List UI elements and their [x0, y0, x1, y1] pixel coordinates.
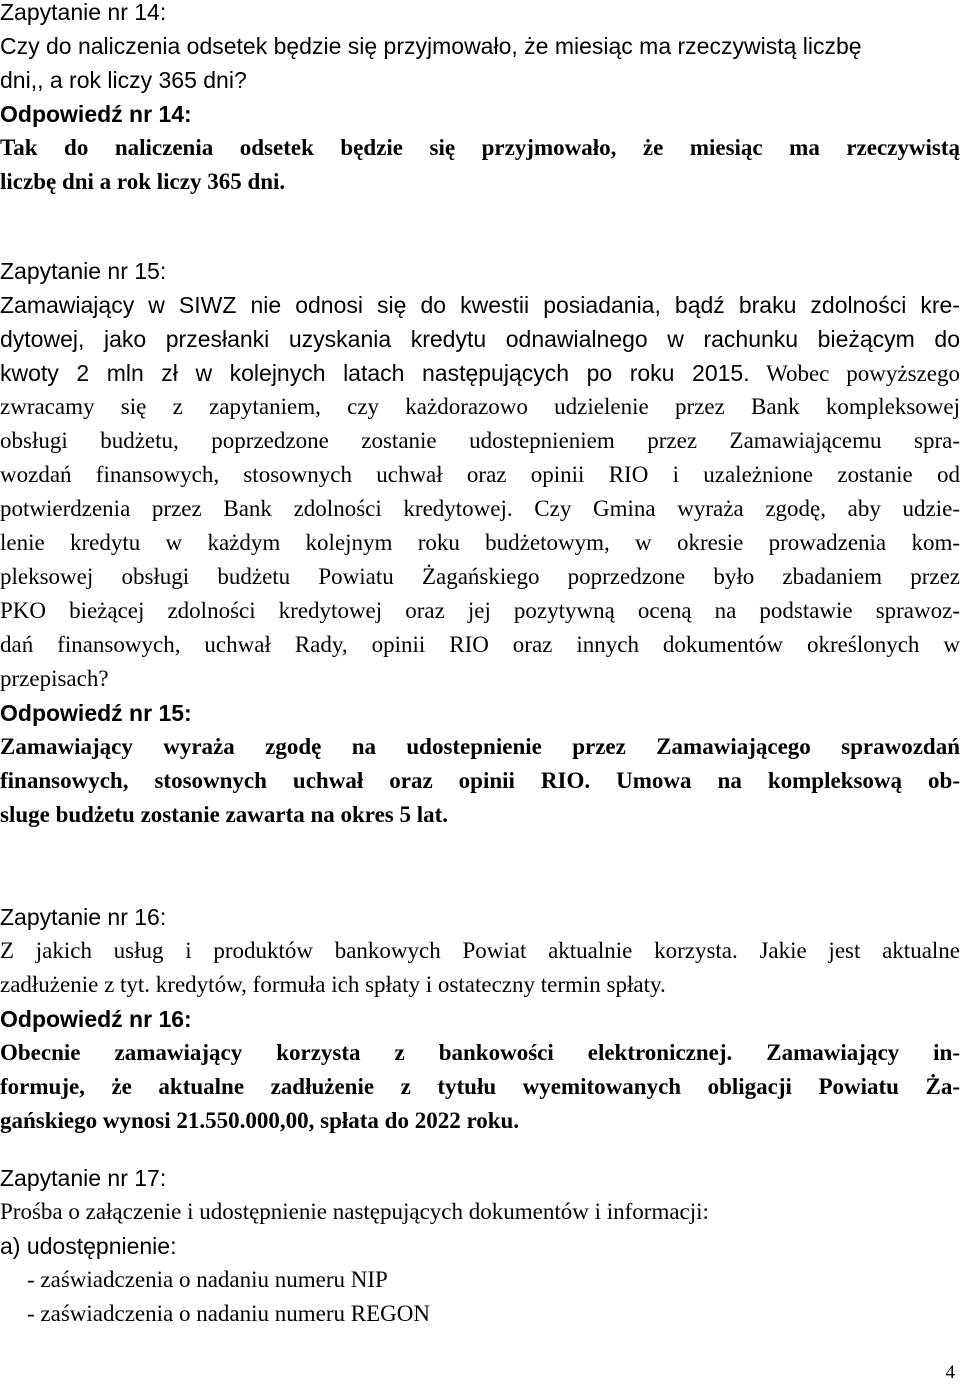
question-17-label: Zapytanie nr 17: — [0, 1165, 167, 1191]
answer-15-line-2: finansowych, stosownych uchwał oraz opinii RIO. Umowa na kompleksową ob- — [0, 768, 960, 793]
question-16-line-1: Z jakich usług i produktów bankowych Powiat aktualnie korzysta. Jakie jest aktualne — [0, 938, 960, 963]
answer-16-line-2: formuje, że aktualne zadłużenie z tytułu wyemitowanych obligacji Powiatu Ża- — [0, 1074, 960, 1099]
question-15-line-1: Zamawiający w SIWZ nie odnosi się do kwestii posiadania, bądź braku zdolności kre- — [0, 292, 960, 318]
question-17-item-1: - zaświadczenia o nadaniu numeru NIP — [27, 1267, 388, 1292]
question-15-line-12: przepisach? — [0, 666, 109, 691]
question-17-item-2: - zaświadczenia o nadaniu numeru REGON — [27, 1301, 430, 1326]
answer-16-line-1: Obecnie zamawiający korzysta z bankowości elektronicznej. Zamawiający in- — [0, 1040, 960, 1065]
question-14-label: Zapytanie nr 14: — [0, 0, 167, 25]
question-15-line-10: PKO bieżącej zdolności kredytowej oraz jej pozytywną oceną na podstawie sprawoz- — [0, 598, 960, 623]
question-14-line-2: dni,, a rok liczy 365 dni? — [0, 67, 247, 93]
question-16-label: Zapytanie nr 16: — [0, 904, 167, 930]
question-17-section — [0, 1161, 960, 1331]
answer-15-line-3: sluge budżetu zostanie zawarta na okres 5 lat. — [0, 802, 449, 827]
answer-16-label: Odpowiedź nr 16: — [0, 1006, 192, 1032]
question-15-line-3 — [0, 356, 960, 390]
answer-15-line-1: Zamawiający wyraża zgodę na udostepnienie przez Zamawiającego sprawozdań — [0, 734, 960, 759]
question-16-line-2: zadłużenie z tyt. kredytów, formuła ich spłaty i ostateczny termin spłaty. — [0, 972, 666, 997]
question-15-line-6: wozdań finansowych, stosownych uchwał oraz opinii RIO i uzależnione zostanie od — [0, 462, 960, 487]
question-15-line-7a: potwierdzenia przez Bank zdolności kredytowej. — [0, 496, 513, 521]
question-14-line-1: Czy do naliczenia odsetek będzie się przyjmowało, że miesiąc ma rzeczywistą liczbę — [0, 33, 862, 59]
question-15-label: Zapytanie nr 15: — [0, 258, 167, 284]
question-15-line-7b: Czy Gmina wyraża zgodę, aby udzie- — [534, 496, 960, 521]
question-17-line-2: a) udostępnienie: — [0, 1233, 177, 1259]
question-15-line-3-sans: kwoty 2 mln zł w kolejnych latach następujących po roku 2015. — [0, 360, 750, 386]
answer-14-line-1: Tak do naliczenia odsetek będzie się przyjmowało, że miesiąc ma rzeczywistą — [0, 135, 960, 160]
question-15-line-2: dytowej, jako przesłanki uzyskania kredytu odnawialnego w rachunku bieżącym do — [0, 326, 960, 352]
answer-15-label: Odpowiedź nr 15: — [0, 700, 192, 726]
question-15-line-11: dań finansowych, uchwał Rady, opinii RIO oraz innych dokumentów określonych w — [0, 632, 960, 657]
question-15-line-4: zwracamy się z zapytaniem, czy każdorazowo udzielenie przez Bank kompleksowej — [0, 394, 960, 419]
question-15-line-9: pleksowej obsługi budżetu Powiatu Żagańskiego poprzedzone było zbadaniem przez — [0, 564, 960, 589]
question-15-line-8: lenie kredytu w każdym kolejnym roku budżetowym, w okresie prowadzenia kom- — [0, 530, 960, 555]
question-15-line-7 — [0, 492, 960, 526]
answer-16-line-3: gańskiego wynosi 21.550.000,00, spłata do 2022 roku. — [0, 1108, 520, 1133]
question-15-line-5: obsługi budżetu, poprzedzone zostanie udostepnieniem przez Zamawiającemu spra- — [0, 428, 960, 453]
question-15-line-3-serif: Wobec powyższego — [766, 361, 960, 386]
question-17-line-1: Prośba o załączenie i udostępnienie następujących dokumentów i informacji: — [0, 1199, 709, 1224]
page-number: 4 — [945, 1362, 955, 1383]
question-16-section — [0, 900, 960, 1138]
question-15-section — [0, 254, 960, 832]
answer-14-line-2: liczbę dni a rok liczy 365 dni. — [0, 169, 286, 194]
answer-14-label: Odpowiedź nr 14: — [0, 101, 192, 127]
question-14-section — [0, 0, 960, 199]
